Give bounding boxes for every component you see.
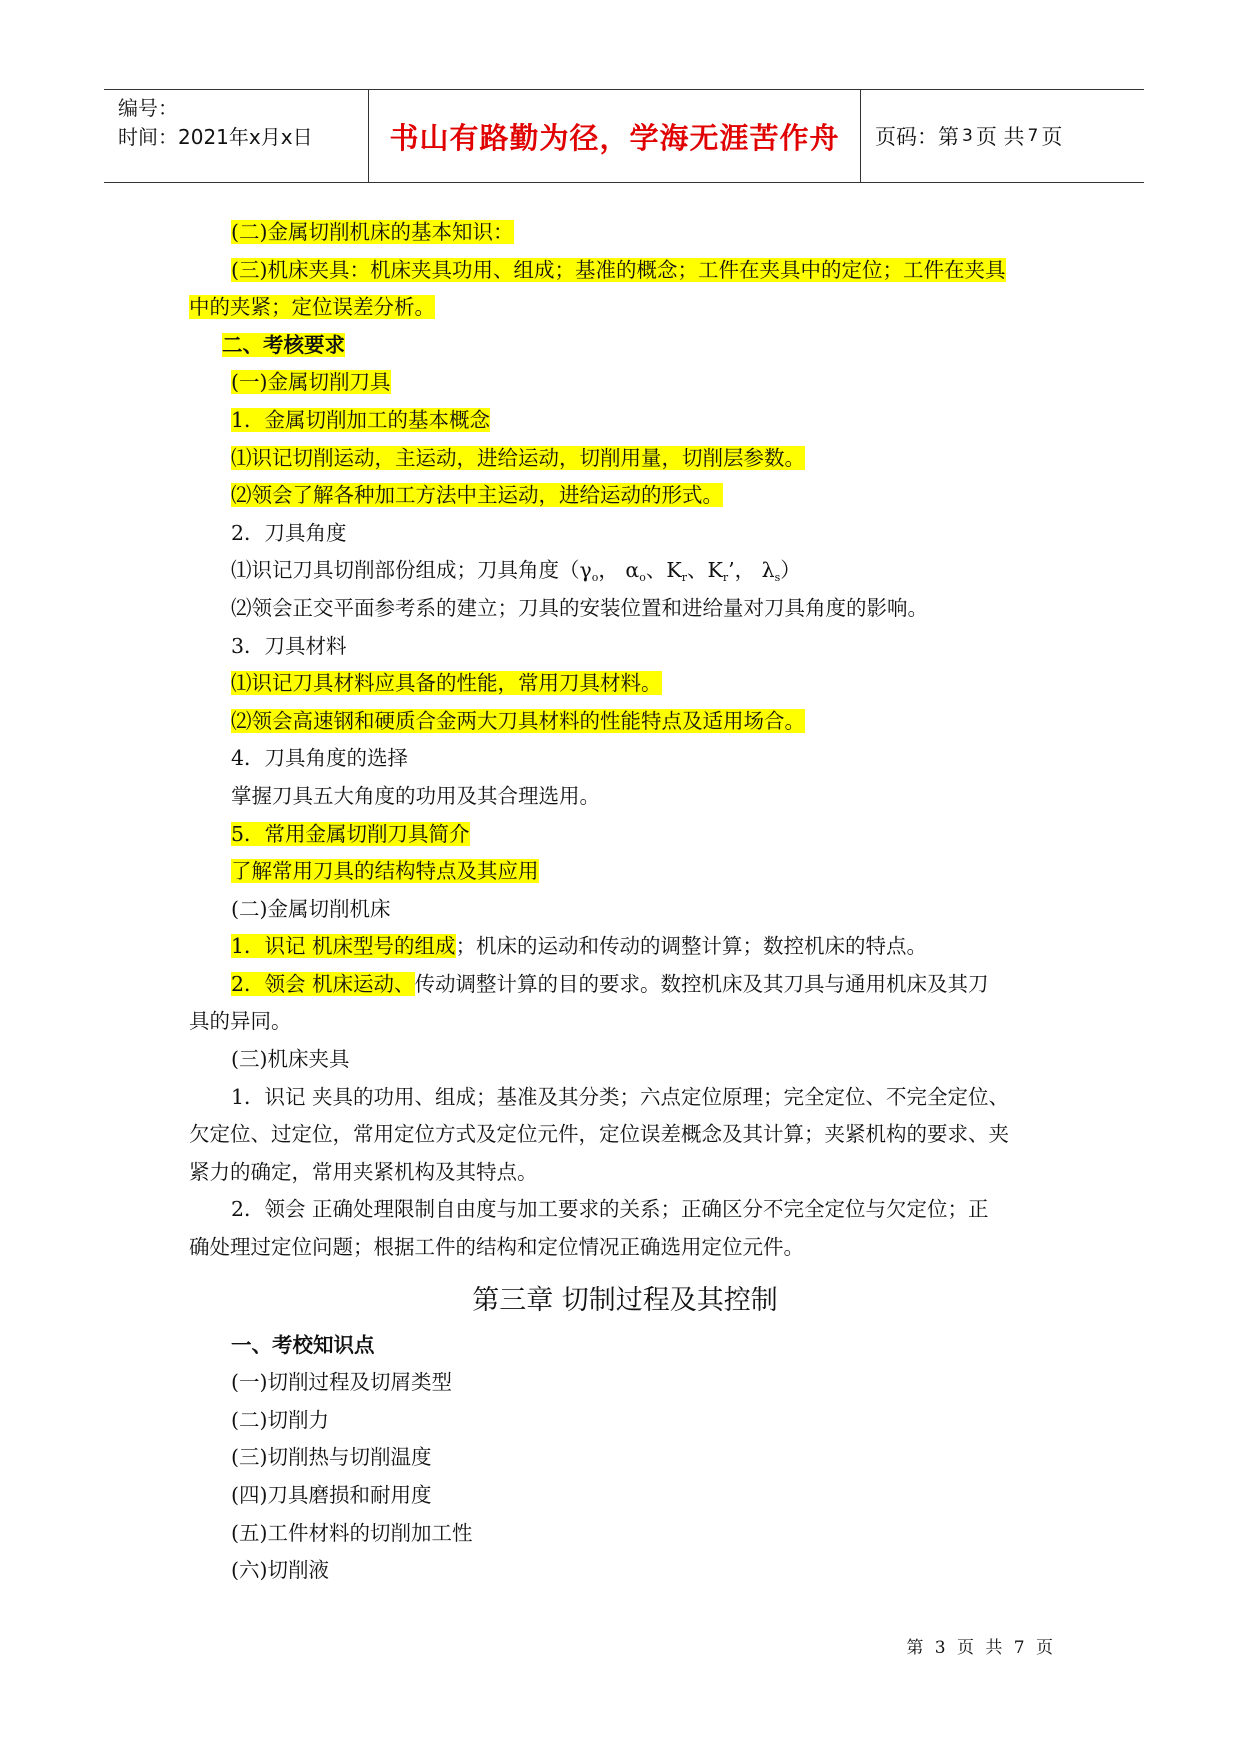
- paragraph: 2．刀具角度: [231, 520, 347, 545]
- header-motto: 书山有路勤为径，学海无涯苦作舟: [369, 90, 861, 182]
- paragraph: ⑵领会正交平面参考系的建立；刀具的安装位置和进给量对刀具角度的影响。: [231, 595, 928, 620]
- paragraph: ⑴识记切削运动，主运动，进给运动，切削用量，切削层参数。: [231, 445, 805, 470]
- paragraph: ⑴识记刀具材料应具备的性能，常用刀具材料。: [231, 671, 662, 696]
- paragraph: (三)机床夹具：机床夹具功用、组成；基准的概念；工件在夹具中的定位；工件在夹具: [231, 257, 1006, 282]
- paragraph: (六)切削液: [231, 1558, 329, 1583]
- section-heading: 一、考校知识点: [231, 1332, 375, 1357]
- paragraph-highlighted: 1．识记 机床型号的组成: [231, 934, 456, 959]
- paragraph: 具的异同。: [189, 1009, 292, 1034]
- paragraph-highlighted: 2．领会 机床运动、: [231, 971, 415, 996]
- paragraph: 1．识记 夹具的功用、组成；基准及其分类；六点定位原理；完全定位、不完全定位、: [231, 1084, 1010, 1109]
- paragraph: 1．金属切削加工的基本概念: [231, 407, 491, 432]
- paragraph: 5．常用金属切削刀具简介: [231, 821, 470, 846]
- paragraph: 4．刀具角度的选择: [231, 746, 409, 771]
- paragraph: 掌握刀具五大角度的功用及其合理选用。: [231, 783, 600, 808]
- page-mid: 页 共: [975, 125, 1025, 149]
- paragraph: (二)金属切削机床: [231, 896, 391, 921]
- paragraph: (一)金属切削刀具: [231, 370, 391, 395]
- paragraph: 3．刀具材料: [231, 633, 347, 658]
- paragraph: ⑵领会了解各种加工方法中主运动，进给运动的形式。: [231, 483, 723, 508]
- paragraph: 确处理过定位问题；根据工件的结构和定位情况正确选用定位元件。: [189, 1235, 804, 1260]
- number-label: 编号：: [118, 96, 178, 120]
- document-body: [189, 214, 1061, 1590]
- page-header: [104, 89, 1144, 183]
- paragraph: (三)机床夹具: [231, 1047, 350, 1072]
- page-total: 7: [1027, 126, 1039, 146]
- paragraph: 紧力的确定，常用夹紧机构及其特点。: [189, 1159, 538, 1184]
- section-heading: 二、考核要求: [222, 332, 345, 357]
- paragraph: (二)金属切削机床的基本知识：: [231, 220, 514, 244]
- paragraph: (五)工件材料的切削加工性: [231, 1520, 473, 1545]
- paragraph: ⑵领会高速钢和硬质合金两大刀具材料的性能特点及适用场合。: [231, 708, 805, 733]
- paragraph: 传动调整计算的目的要求。数控机床及其刀具与通用机床及其刀: [414, 971, 989, 996]
- paragraph: (四)刀具磨损和耐用度: [231, 1483, 432, 1507]
- paragraph: (三)切削热与切削温度: [231, 1445, 432, 1470]
- page-current: 3: [962, 126, 973, 146]
- paragraph: (一)切削过程及切屑类型: [231, 1370, 452, 1395]
- chapter-title: 第三章 切制过程及其控制: [472, 1284, 778, 1316]
- tool-angle-line: ⑴识记刀具切削部份组成；刀具角度（$\gamma_o$， $\alpha_o$、$K_r$、$K_r$’， $\lambda_s$）: [231, 558, 801, 585]
- paragraph: (二)切削力: [231, 1407, 329, 1432]
- page-footer: 第 3 页 共 7 页: [906, 1638, 1056, 1658]
- paragraph: 中的夹紧；定位误差分析。: [189, 295, 435, 320]
- page-suffix: 页: [1041, 125, 1063, 149]
- paragraph: 2．领会 正确处理限制自由度与加工要求的关系；正确区分不完全定位与欠定位；正: [231, 1197, 989, 1222]
- paragraph: ；机床的运动和传动的调整计算；数控机床的特点。: [455, 934, 928, 959]
- paragraph: 了解常用刀具的结构特点及其应用: [231, 859, 539, 884]
- page-prefix: 页码：第: [875, 125, 959, 149]
- header-meta: [104, 90, 369, 182]
- time-label: 时间：2021年x月x日: [118, 125, 313, 149]
- header-page-code: [861, 90, 1144, 182]
- paragraph: 欠定位、过定位，常用定位方式及定位元件，定位误差概念及其计算；夹紧机构的要求、夹: [189, 1122, 1009, 1147]
